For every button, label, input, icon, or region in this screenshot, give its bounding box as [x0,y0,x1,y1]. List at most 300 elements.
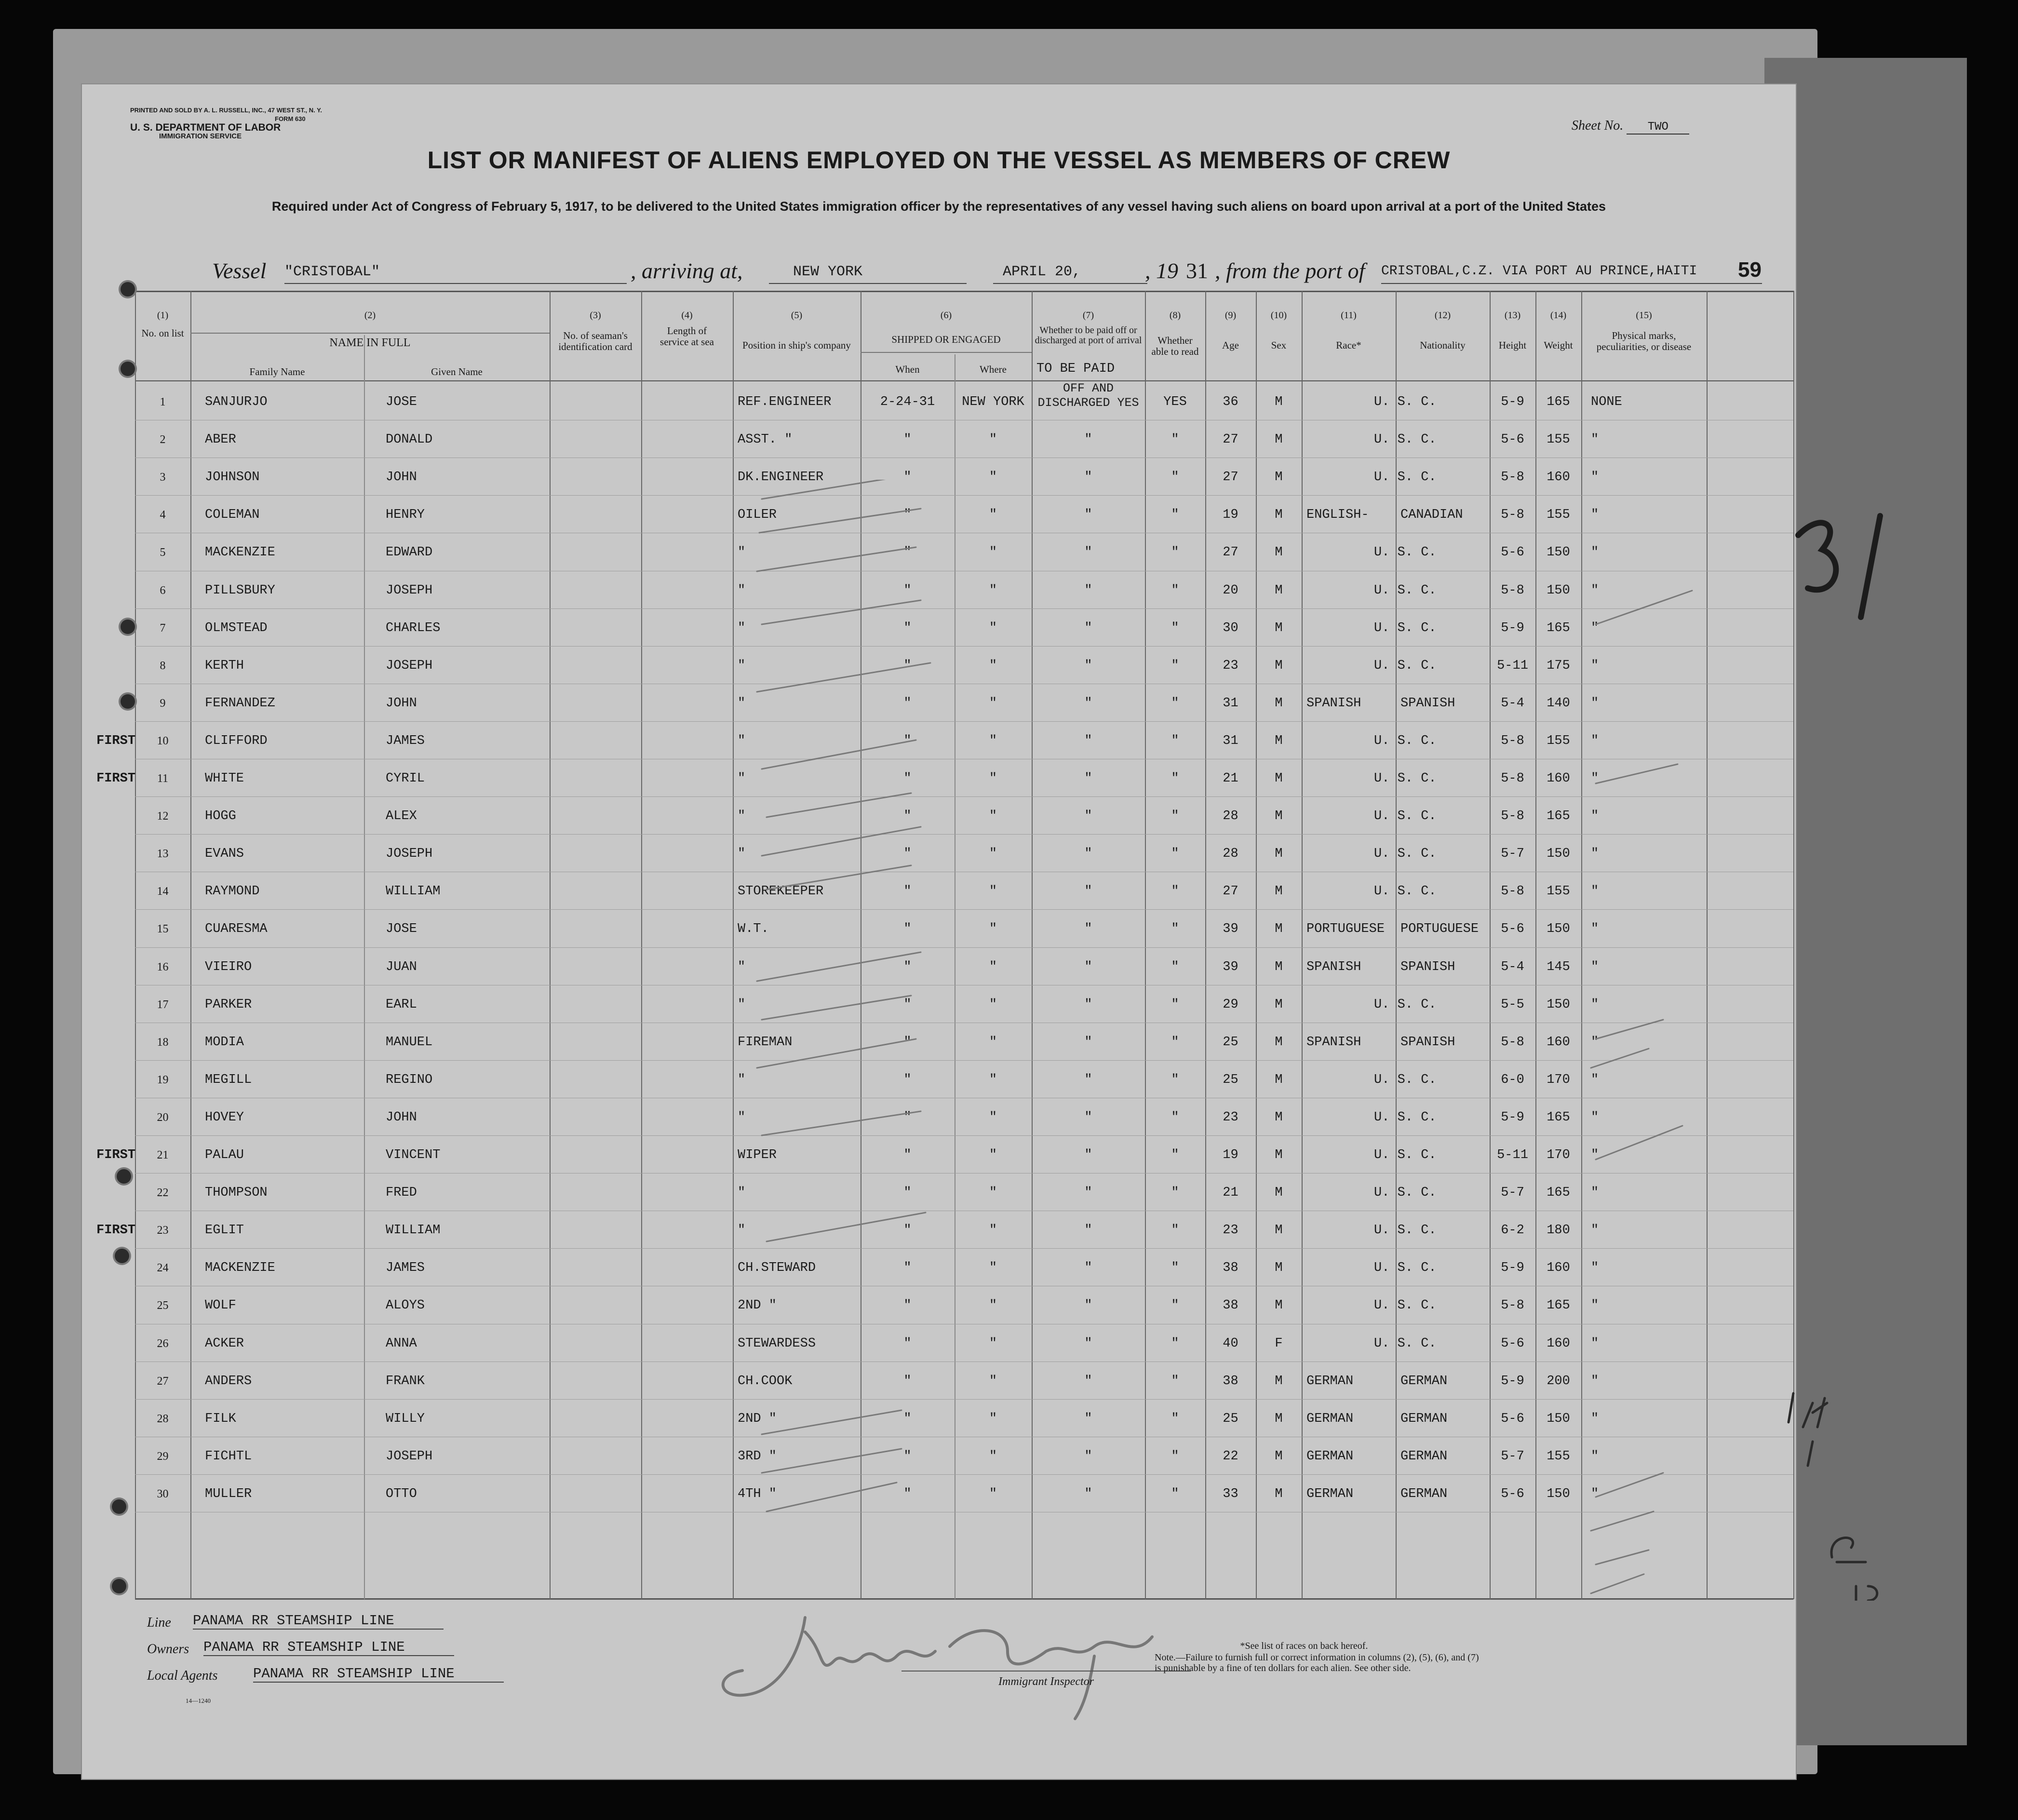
row-number: 12 [157,810,169,823]
family-name: CLIFFORD [205,733,268,748]
shipped-where: " [989,432,997,447]
col5-number: (5) [791,310,803,321]
age: 28 [1223,847,1238,862]
col1-number: (1) [157,310,169,321]
physical-marks: " [1591,959,1599,974]
able-to-read: " [1171,620,1179,635]
position: " [738,809,746,824]
shipped-when: " [903,959,912,974]
able-to-read: " [1171,733,1179,748]
sex: M [1275,1186,1283,1200]
able-to-read: " [1171,545,1179,560]
row-number: 28 [157,1412,169,1425]
family-name: HOVEY [205,1110,244,1125]
weight: 165 [1547,809,1570,824]
row-number: 7 [160,621,166,634]
row-number: 27 [157,1375,169,1388]
row-number: 10 [157,734,169,747]
shipped-where: " [989,696,997,711]
sheet-number [1572,118,1689,135]
row-number: 29 [157,1450,169,1463]
physical-marks: " [1591,1223,1599,1238]
shipped-when: " [903,809,912,824]
row-number: 19 [157,1073,169,1086]
physical-marks: " [1591,1336,1599,1351]
col3-header: No. of seaman's identification card [558,330,632,352]
race: U. S. C. [1374,884,1437,899]
physical-marks: " [1591,733,1599,748]
row-number: 14 [157,885,169,898]
age: 27 [1223,432,1238,447]
race: U. S. C. [1374,1223,1437,1238]
given-name: CHARLES [386,620,441,635]
age: 33 [1223,1486,1238,1501]
height: 5-9 [1501,1110,1524,1125]
paid-off: " [1084,997,1092,1012]
shipped-when: " [903,696,912,711]
able-to-read: " [1171,1186,1179,1200]
physical-marks: " [1591,997,1599,1012]
position: " [738,733,746,748]
shipped-when: " [903,470,912,485]
form-code: 14—1240 [186,1697,211,1704]
family-name: JOHNSON [205,470,260,485]
age: 25 [1223,1035,1238,1050]
given-name: WILLY [386,1411,425,1426]
given-name: JOHN [386,696,417,711]
col15-header: Physical marks, peculiarities, or disease [1596,330,1692,352]
col10-number: (10) [1270,310,1287,321]
shipped-when: " [903,922,912,937]
paid-off: " [1084,508,1092,523]
row-number: 9 [160,697,166,710]
weight: 160 [1547,771,1570,786]
family-name: KERTH [205,658,244,673]
paid-off: " [1084,1035,1092,1050]
race: U. S. C. [1374,1186,1437,1200]
paid-off: " [1084,696,1092,711]
race: U. S. C. [1374,545,1437,560]
weight: 180 [1547,1223,1570,1238]
position: " [738,545,746,560]
race: U. S. C. [1374,470,1437,485]
sex: M [1275,1411,1283,1426]
age: 31 [1223,733,1238,748]
family-name: FICHTL [205,1449,252,1464]
shipped-when: " [903,884,912,899]
paid-off: " [1084,432,1092,447]
document-title: LIST OR MANIFEST OF ALIENS EMPLOYED ON THE VESSEL AS MEMBERS OF CREW [427,147,1451,174]
weight: 160 [1547,1035,1570,1050]
family-name: EGLIT [205,1223,244,1238]
shipped-when: " [903,1374,912,1389]
physical-marks: " [1591,1298,1599,1313]
height: 5-8 [1501,771,1524,786]
race: U. S. C. [1374,847,1437,862]
able-to-read: " [1171,1486,1179,1501]
col8-header: Whether able to read [1151,335,1199,357]
weight: 150 [1547,847,1570,862]
position: ASST. " [738,432,793,447]
able-to-read: " [1171,1148,1179,1162]
shipped-when: " [903,1110,912,1125]
shipped-when: " [903,733,912,748]
arrival-date: APRIL 20, [993,258,1147,284]
table-top-rule [135,291,1793,292]
inspector-signature [660,1579,1220,1738]
age: 28 [1223,809,1238,824]
able-to-read: " [1171,1035,1179,1050]
manifest-page [82,84,1796,1779]
when-header: When [895,364,920,375]
family-name: PILLSBURY [205,583,275,598]
race: U. S. C. [1374,583,1437,598]
col12-number: (12) [1434,310,1451,321]
family-name: HOGG [205,809,236,824]
physical-marks: " [1591,696,1599,711]
position: " [738,1186,746,1200]
shipped-when: " [903,1336,912,1351]
age: 38 [1223,1261,1238,1276]
weight: 200 [1547,1374,1570,1389]
row-number: 5 [160,546,166,559]
family-name: MODIA [205,1035,244,1050]
age: 22 [1223,1449,1238,1464]
position: CH.COOK [738,1374,793,1389]
shipped-when: 2-24-31 [880,395,935,409]
row-number: 2 [160,433,166,446]
physical-marks: " [1591,432,1599,447]
weight: 165 [1547,1298,1570,1313]
weight: 150 [1547,1486,1570,1501]
position: DK.ENGINEER [738,470,824,485]
shipped-where: " [989,1336,997,1351]
shipped-where: " [989,1449,997,1464]
height: 5-8 [1501,733,1524,748]
binder-hole [112,1579,126,1593]
shipped-where: " [989,620,997,635]
col2-header: NAME IN FULL [329,337,411,349]
weight: 155 [1547,432,1570,447]
binder-hole [121,362,135,376]
race: U. S. C. [1374,1110,1437,1125]
race: U. S. C. [1374,1298,1437,1313]
family-name: FILK [205,1411,236,1426]
race: U. S. C. [1374,733,1437,748]
adjacent-notes [1784,1389,1909,1601]
weight: 150 [1547,997,1570,1012]
shipped-where: " [989,1110,997,1125]
able-to-read: " [1171,809,1179,824]
col5-header: Position in ship's company [742,339,851,351]
paid-off: " [1084,1449,1092,1464]
col9-header: Age [1222,339,1239,351]
sex: M [1275,997,1283,1012]
height: 5-7 [1501,1449,1524,1464]
name-sub-rule [190,333,550,334]
row-number: 18 [157,1036,169,1049]
nationality: GERMAN [1400,1411,1448,1426]
able-to-read: " [1171,922,1179,937]
age: 19 [1223,508,1238,523]
physical-marks: " [1591,847,1599,862]
weight: 155 [1547,733,1570,748]
col6-number: (6) [940,310,952,321]
paid-off: " [1084,1223,1092,1238]
sex: M [1275,1449,1283,1464]
col15-number: (15) [1636,310,1652,321]
height: 5-9 [1501,1261,1524,1276]
table-row [82,383,1796,421]
height: 6-0 [1501,1072,1524,1087]
sex: M [1275,959,1283,974]
binder-hole [121,694,135,709]
paid-off: " [1084,1261,1092,1276]
weight: 150 [1547,545,1570,560]
row-number: 30 [157,1487,169,1500]
row-number: 8 [160,659,166,672]
nationality: SPANISH [1400,959,1455,974]
weight: 170 [1547,1148,1570,1162]
physical-marks: NONE [1591,395,1622,409]
row-number: 6 [160,584,166,597]
margin-note: FIRST [96,771,136,786]
position: FIREMAN [738,1035,793,1050]
col11-number: (11) [1341,310,1357,321]
sex: M [1275,1110,1283,1125]
col7-header-fill: TO BE PAID [1036,362,1115,376]
given-name: FRED [386,1186,417,1200]
shipped-when: " [903,997,912,1012]
paid-off: " [1084,545,1092,560]
height: 5-6 [1501,432,1524,447]
height: 5-8 [1501,470,1524,485]
height: 5-8 [1501,508,1524,523]
year-suffix: 31 [1186,258,1208,283]
col1-header: No. on list [141,327,184,339]
paid-off: " [1084,1148,1092,1162]
position: " [738,1110,746,1125]
physical-marks: " [1591,1449,1599,1464]
paid-off: " [1084,771,1092,786]
given-name: ALOYS [386,1298,425,1313]
race: GERMAN [1306,1486,1354,1501]
given-name: JOSEPH [386,1449,433,1464]
able-to-read: " [1171,1261,1179,1276]
given-name: HENRY [386,508,425,523]
shipped-where: " [989,733,997,748]
given-name: JOSEPH [386,658,433,673]
shipped-where: " [989,1298,997,1313]
shipped-when: " [903,620,912,635]
able-to-read: " [1171,847,1179,862]
family-name: CUARESMA [205,922,268,937]
able-to-read: " [1171,583,1179,598]
shipped-when: " [903,545,912,560]
department: U. S. DEPARTMENT OF LABOR [130,122,281,133]
sex: M [1275,884,1283,899]
col11-header: Race* [1336,339,1361,351]
service: IMMIGRATION SERVICE [159,132,242,140]
paid-off: " [1084,922,1092,937]
age: 36 [1223,395,1238,409]
given-name: JOHN [386,1110,417,1125]
col6-header: SHIPPED OR ENGAGED [891,334,1001,345]
owners-label: Owners [147,1642,189,1657]
shipped-when: " [903,1449,912,1464]
shipped-when: " [903,1486,912,1501]
position: 4TH " [738,1486,777,1501]
weight: 170 [1547,1072,1570,1087]
race: ENGLISH- [1306,508,1369,523]
race: SPANISH [1306,959,1361,974]
physical-marks: " [1591,620,1599,635]
able-to-read: " [1171,1110,1179,1125]
age: 40 [1223,1336,1238,1351]
owners-value: PANAMA RR STEAMSHIP LINE [203,1639,454,1656]
position: 3RD " [738,1449,777,1464]
height: 5-6 [1501,922,1524,937]
shipped-when: " [903,432,912,447]
col12-header: Nationality [1420,339,1466,351]
sex: M [1275,508,1283,523]
binder-hole [115,1249,129,1263]
nationality: GERMAN [1400,1486,1448,1501]
position: " [738,959,746,974]
binder-hole [112,1499,126,1514]
able-to-read: " [1171,508,1179,523]
physical-marks: " [1591,545,1599,560]
margin-note: FIRST [96,733,136,748]
paid-off: " [1084,1110,1092,1125]
table-row [82,421,1796,458]
race: U. S. C. [1374,620,1437,635]
year-prefix: , 19 [1145,258,1178,283]
physical-marks: " [1591,1411,1599,1426]
race: U. S. C. [1374,1336,1437,1351]
able-to-read: " [1171,1449,1179,1464]
physical-marks: " [1591,809,1599,824]
shipped-where: " [989,809,997,824]
where-header: Where [980,364,1007,375]
shipped-where: " [989,508,997,523]
age: 38 [1223,1374,1238,1389]
family-name: RAYMOND [205,884,260,899]
form-number: FORM 630 [275,115,306,122]
col9-number: (9) [1224,310,1237,321]
age: 21 [1223,771,1238,786]
shipped-sub-rule [861,352,1032,353]
sex: M [1275,1374,1283,1389]
page-number: 59 [1738,258,1762,282]
position: WIPER [738,1148,777,1162]
given-name: JOSEPH [386,847,433,862]
height: 5-6 [1501,545,1524,560]
position: STEWARDESS [738,1336,816,1351]
adjacent-handwriting [1784,506,1899,627]
given-name: JUAN [386,959,417,974]
position: " [738,658,746,673]
agents-label: Local Agents [147,1668,218,1683]
height: 5-8 [1501,1035,1524,1050]
shipped-when: " [903,1223,912,1238]
vessel-line [212,258,1769,287]
row-number: 15 [157,923,169,936]
shipped-when: " [903,583,912,598]
able-to-read: " [1171,771,1179,786]
sex: M [1275,1298,1283,1313]
family-name: OLMSTEAD [205,620,268,635]
family-name: ANDERS [205,1374,252,1389]
sex: M [1275,809,1283,824]
age: 23 [1223,1223,1238,1238]
position: " [738,771,746,786]
shipped-where: " [989,583,997,598]
weight: 165 [1547,395,1570,409]
sex: M [1275,432,1283,447]
given-name: JAMES [386,1261,425,1276]
row-number: 23 [157,1224,169,1237]
sex: F [1275,1336,1283,1351]
nationality: GERMAN [1400,1374,1448,1389]
margin-note: FIRST [96,1223,136,1238]
age: 39 [1223,959,1238,974]
height: 5-8 [1501,583,1524,598]
position: STOREKEEPER [738,884,824,899]
family-name: COLEMAN [205,508,260,523]
paid-off: " [1084,847,1092,862]
row-number: 11 [157,772,169,785]
physical-marks: " [1591,1186,1599,1200]
document-subtitle: Required under Act of Congress of February 5, 1917, to be delivered to the United States immigration officer by the representatives of any vessel having such aliens on board upon arrival at a port of the United States [271,199,1606,214]
row-number: 20 [157,1111,169,1124]
header-bottom-rule [135,380,1793,381]
nationality: PORTUGUESE [1400,922,1479,937]
binder-hole [121,620,135,634]
shipped-where: " [989,959,997,974]
sex: M [1275,470,1283,485]
shipped-when: " [903,1411,912,1426]
height: 5-8 [1501,884,1524,899]
inspector-label: Immigrant Inspector [998,1675,1094,1688]
nationality: GERMAN [1400,1449,1448,1464]
paid-off: OFF AND DISCHARGED YES [1037,381,1139,410]
paid-off: " [1084,620,1092,635]
position: REF.ENGINEER [738,395,832,409]
shipped-where: " [989,1035,997,1050]
nationality: SPANISH [1400,696,1455,711]
age: 38 [1223,1298,1238,1313]
able-to-read: YES [1163,395,1187,409]
age: 19 [1223,1148,1238,1162]
able-to-read: " [1171,1223,1179,1238]
height: 5-9 [1501,395,1524,409]
weight: 155 [1547,508,1570,523]
sex: M [1275,733,1283,748]
paid-off: " [1084,884,1092,899]
able-to-read: " [1171,997,1179,1012]
race: SPANISH [1306,696,1361,711]
col3-number: (3) [590,310,601,321]
row-number: 22 [157,1186,169,1200]
position: OILER [738,508,777,523]
given-name: ALEX [386,809,417,824]
col2-number: (2) [364,310,376,321]
weight: 150 [1547,1411,1570,1426]
shipped-where: " [989,1072,997,1087]
shipped-where: " [989,884,997,899]
height: 5-11 [1497,658,1528,673]
